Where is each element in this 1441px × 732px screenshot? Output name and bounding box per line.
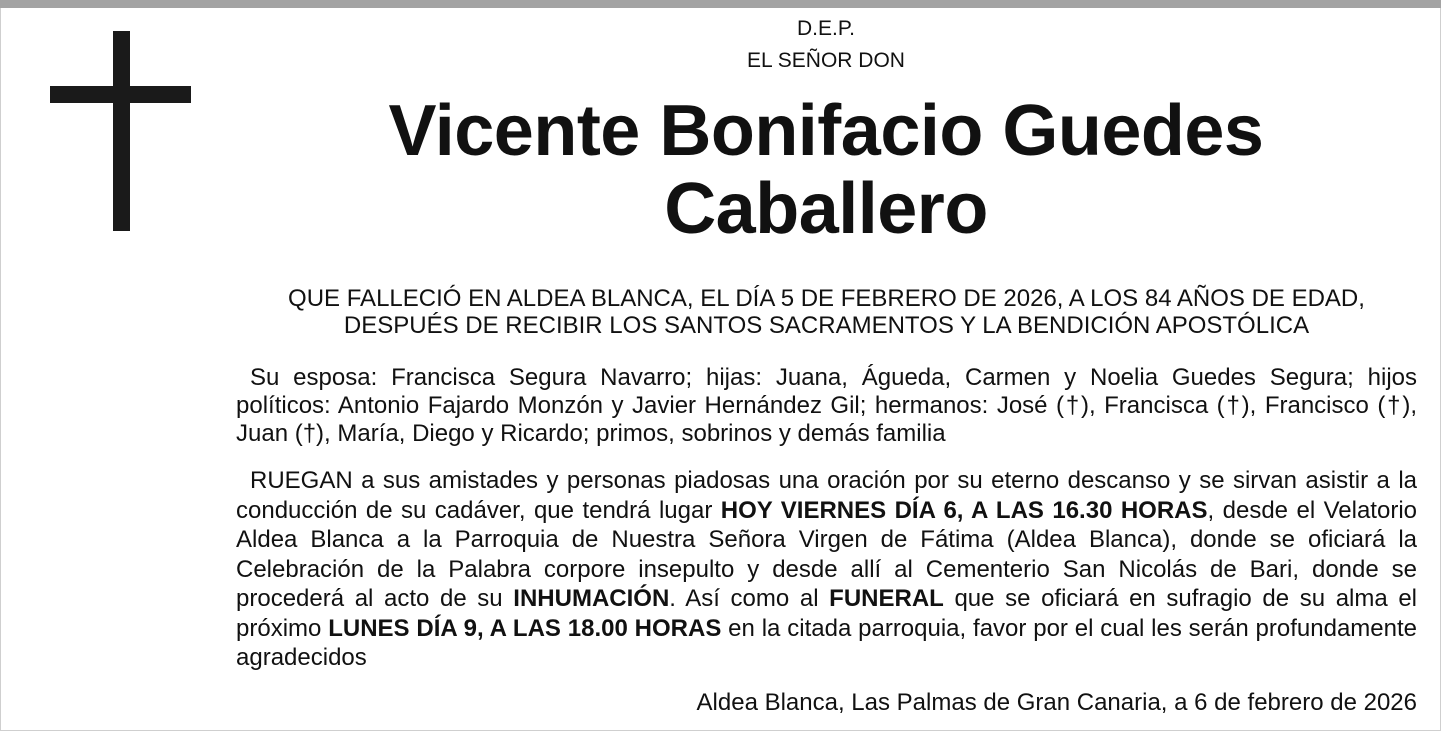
request-bold-time: HOY VIERNES DÍA 6, A LAS 16.30 HORAS xyxy=(720,496,1208,524)
request-text-3: . Así como al xyxy=(669,585,830,612)
request-bold-inhumation: INHUMACIÓN xyxy=(513,585,670,612)
title-line: EL SEÑOR DON xyxy=(747,49,905,72)
dep-heading: D.E.P. xyxy=(797,17,855,40)
request-bold-funeral-time: LUNES DÍA 9, A LAS 18.00 HORAS xyxy=(328,614,722,642)
deceased-name-line-1: Vicente Bonifacio Guedes xyxy=(388,91,1264,171)
family-paragraph: Su esposa: Francisca Segura Navarro; hijas: Juana, Águeda, Carmen y Noelia Guedes Segura; hijos políticos: Antonio Fajardo Monzón y Javier Hernández Gil; hermanos: José (†), Francisca (†), Francisco (†), Juan (†), María, Diego y Ricardo; primos, sobrinos y demás familia xyxy=(236,364,1417,447)
request-text-2: , desde el Velatorio Aldea Blanca a la Parroquia de Nuestra Señora Virgen de Fátima (Aldea Blanca), donde se oficiará la Celebración de la Palabra corpore insepulto y desde allí al Cementerio San Nicolás de Bari, donde se procederá al acto de su xyxy=(236,496,1417,612)
deceased-name xyxy=(236,92,1416,248)
top-bar xyxy=(0,0,1441,8)
cross-vertical-beam xyxy=(113,31,130,231)
request-paragraph xyxy=(236,466,1417,673)
request-bold-funeral: FUNERAL xyxy=(829,585,944,612)
latin-cross-icon xyxy=(50,31,191,231)
request-text-4: que se oficiará en sufragio de su alma el próximo xyxy=(236,585,1418,642)
request-text-5: en la citada parroquia, favor por el cual les serán profundamente agradecidos xyxy=(236,614,1418,671)
request-text-1: RUEGAN a sus amistades y personas piadosas una oración por su eterno descanso y se sirvan asistir a la conducción de su cadáver, que tendrá lugar xyxy=(236,467,1417,524)
deceased-name-line-2: Caballero xyxy=(664,169,988,249)
place-and-date: Aldea Blanca, Las Palmas de Gran Canaria, a 6 de febrero de 2026 xyxy=(696,689,1417,716)
cross-horizontal-beam xyxy=(50,86,191,103)
death-notice: QUE FALLECIÓ EN ALDEA BLANCA, EL DÍA 5 DE FEBRERO DE 2026, A LOS 84 AÑOS DE EDAD, DESPUÉS DE RECIBIR LOS SANTOS SACRAMENTOS Y LA BENDICIÓN APOSTÓLICA xyxy=(288,285,1365,339)
